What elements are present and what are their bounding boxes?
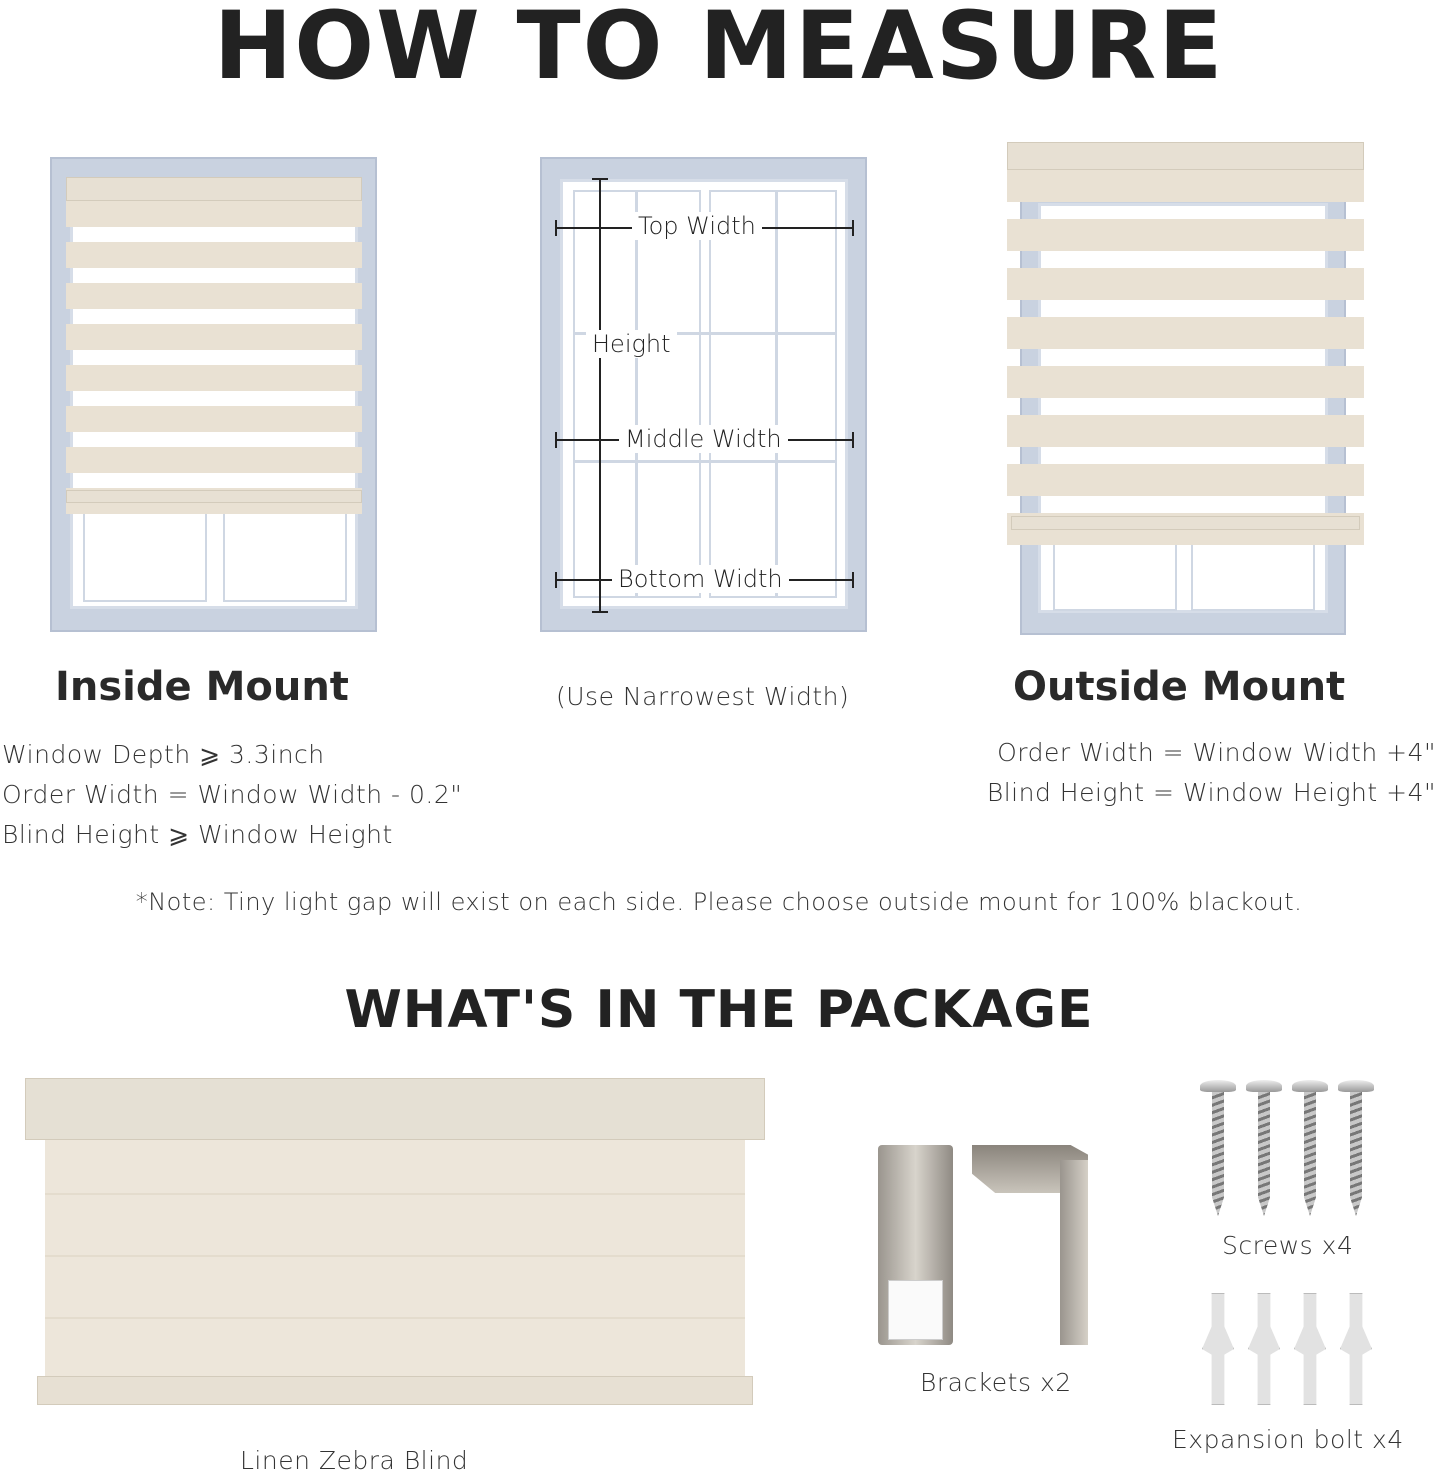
screw-icon — [1338, 1080, 1374, 1216]
outside-mount-title: Outside Mount — [1013, 664, 1346, 710]
middle-width-label: Middle Width — [619, 425, 788, 453]
narrowest-width-note: (Use Narrowest Width) — [556, 682, 850, 711]
outside-line: Order Width = Window Width +4" — [997, 738, 1436, 767]
outside-line: Blind Height = Window Height +4" — [986, 778, 1436, 807]
blind-stripe — [66, 242, 362, 268]
blind-stripe — [66, 283, 362, 309]
blind-stripe — [66, 447, 362, 473]
outside-mount-blind — [1007, 142, 1364, 530]
blind-stripe — [1007, 366, 1364, 398]
blind-stripe — [1007, 268, 1364, 300]
inside-line: Blind Height ⩾ Window Height — [2, 820, 393, 849]
height-line — [599, 178, 601, 612]
bolts-label: Expansion bolt x4 — [1172, 1425, 1404, 1454]
screws-label: Screws x4 — [1222, 1231, 1354, 1260]
blind-stripe — [66, 365, 362, 391]
blind-stripe — [66, 406, 362, 432]
blind-stripe — [66, 201, 362, 227]
package-title: WHAT'S IN THE PACKAGE — [344, 980, 1094, 1040]
inside-mount-title: Inside Mount — [55, 664, 349, 710]
blind-stripe — [1007, 464, 1364, 496]
height-label: Height — [586, 330, 677, 358]
screw-icon — [1246, 1080, 1282, 1216]
expansion-bolt-icon — [1294, 1293, 1326, 1405]
expansion-bolt-icon — [1340, 1293, 1372, 1405]
bottom-width-label: Bottom Width — [612, 565, 789, 593]
blind-stripe — [1007, 170, 1364, 202]
bracket-icon — [878, 1145, 953, 1345]
blind-stripe — [1007, 219, 1364, 251]
screw-icon — [1292, 1080, 1328, 1216]
blind-stripe — [1007, 317, 1364, 349]
zebra-blind-image — [25, 1078, 765, 1405]
blind-stripe — [66, 324, 362, 350]
screw-icon — [1200, 1080, 1236, 1216]
expansion-bolt-icon — [1202, 1293, 1234, 1405]
inside-line: Window Depth ⩾ 3.3inch — [2, 740, 325, 769]
inside-line: Order Width = Window Width - 0.2" — [2, 780, 463, 809]
brackets-label: Brackets x2 — [920, 1368, 1072, 1397]
inside-mount-blind — [66, 177, 362, 503]
blind-stripe — [1007, 415, 1364, 447]
expansion-bolt-icon — [1248, 1293, 1280, 1405]
blind-label: Linen Zebra Blind — [240, 1446, 469, 1475]
top-width-label: Top Width — [632, 212, 762, 240]
how-to-measure-title: HOW TO MEASURE — [213, 0, 1225, 101]
blackout-note: *Note: Tiny light gap will exist on each side. Please choose outside mount for 100% blackout. — [135, 888, 1303, 916]
